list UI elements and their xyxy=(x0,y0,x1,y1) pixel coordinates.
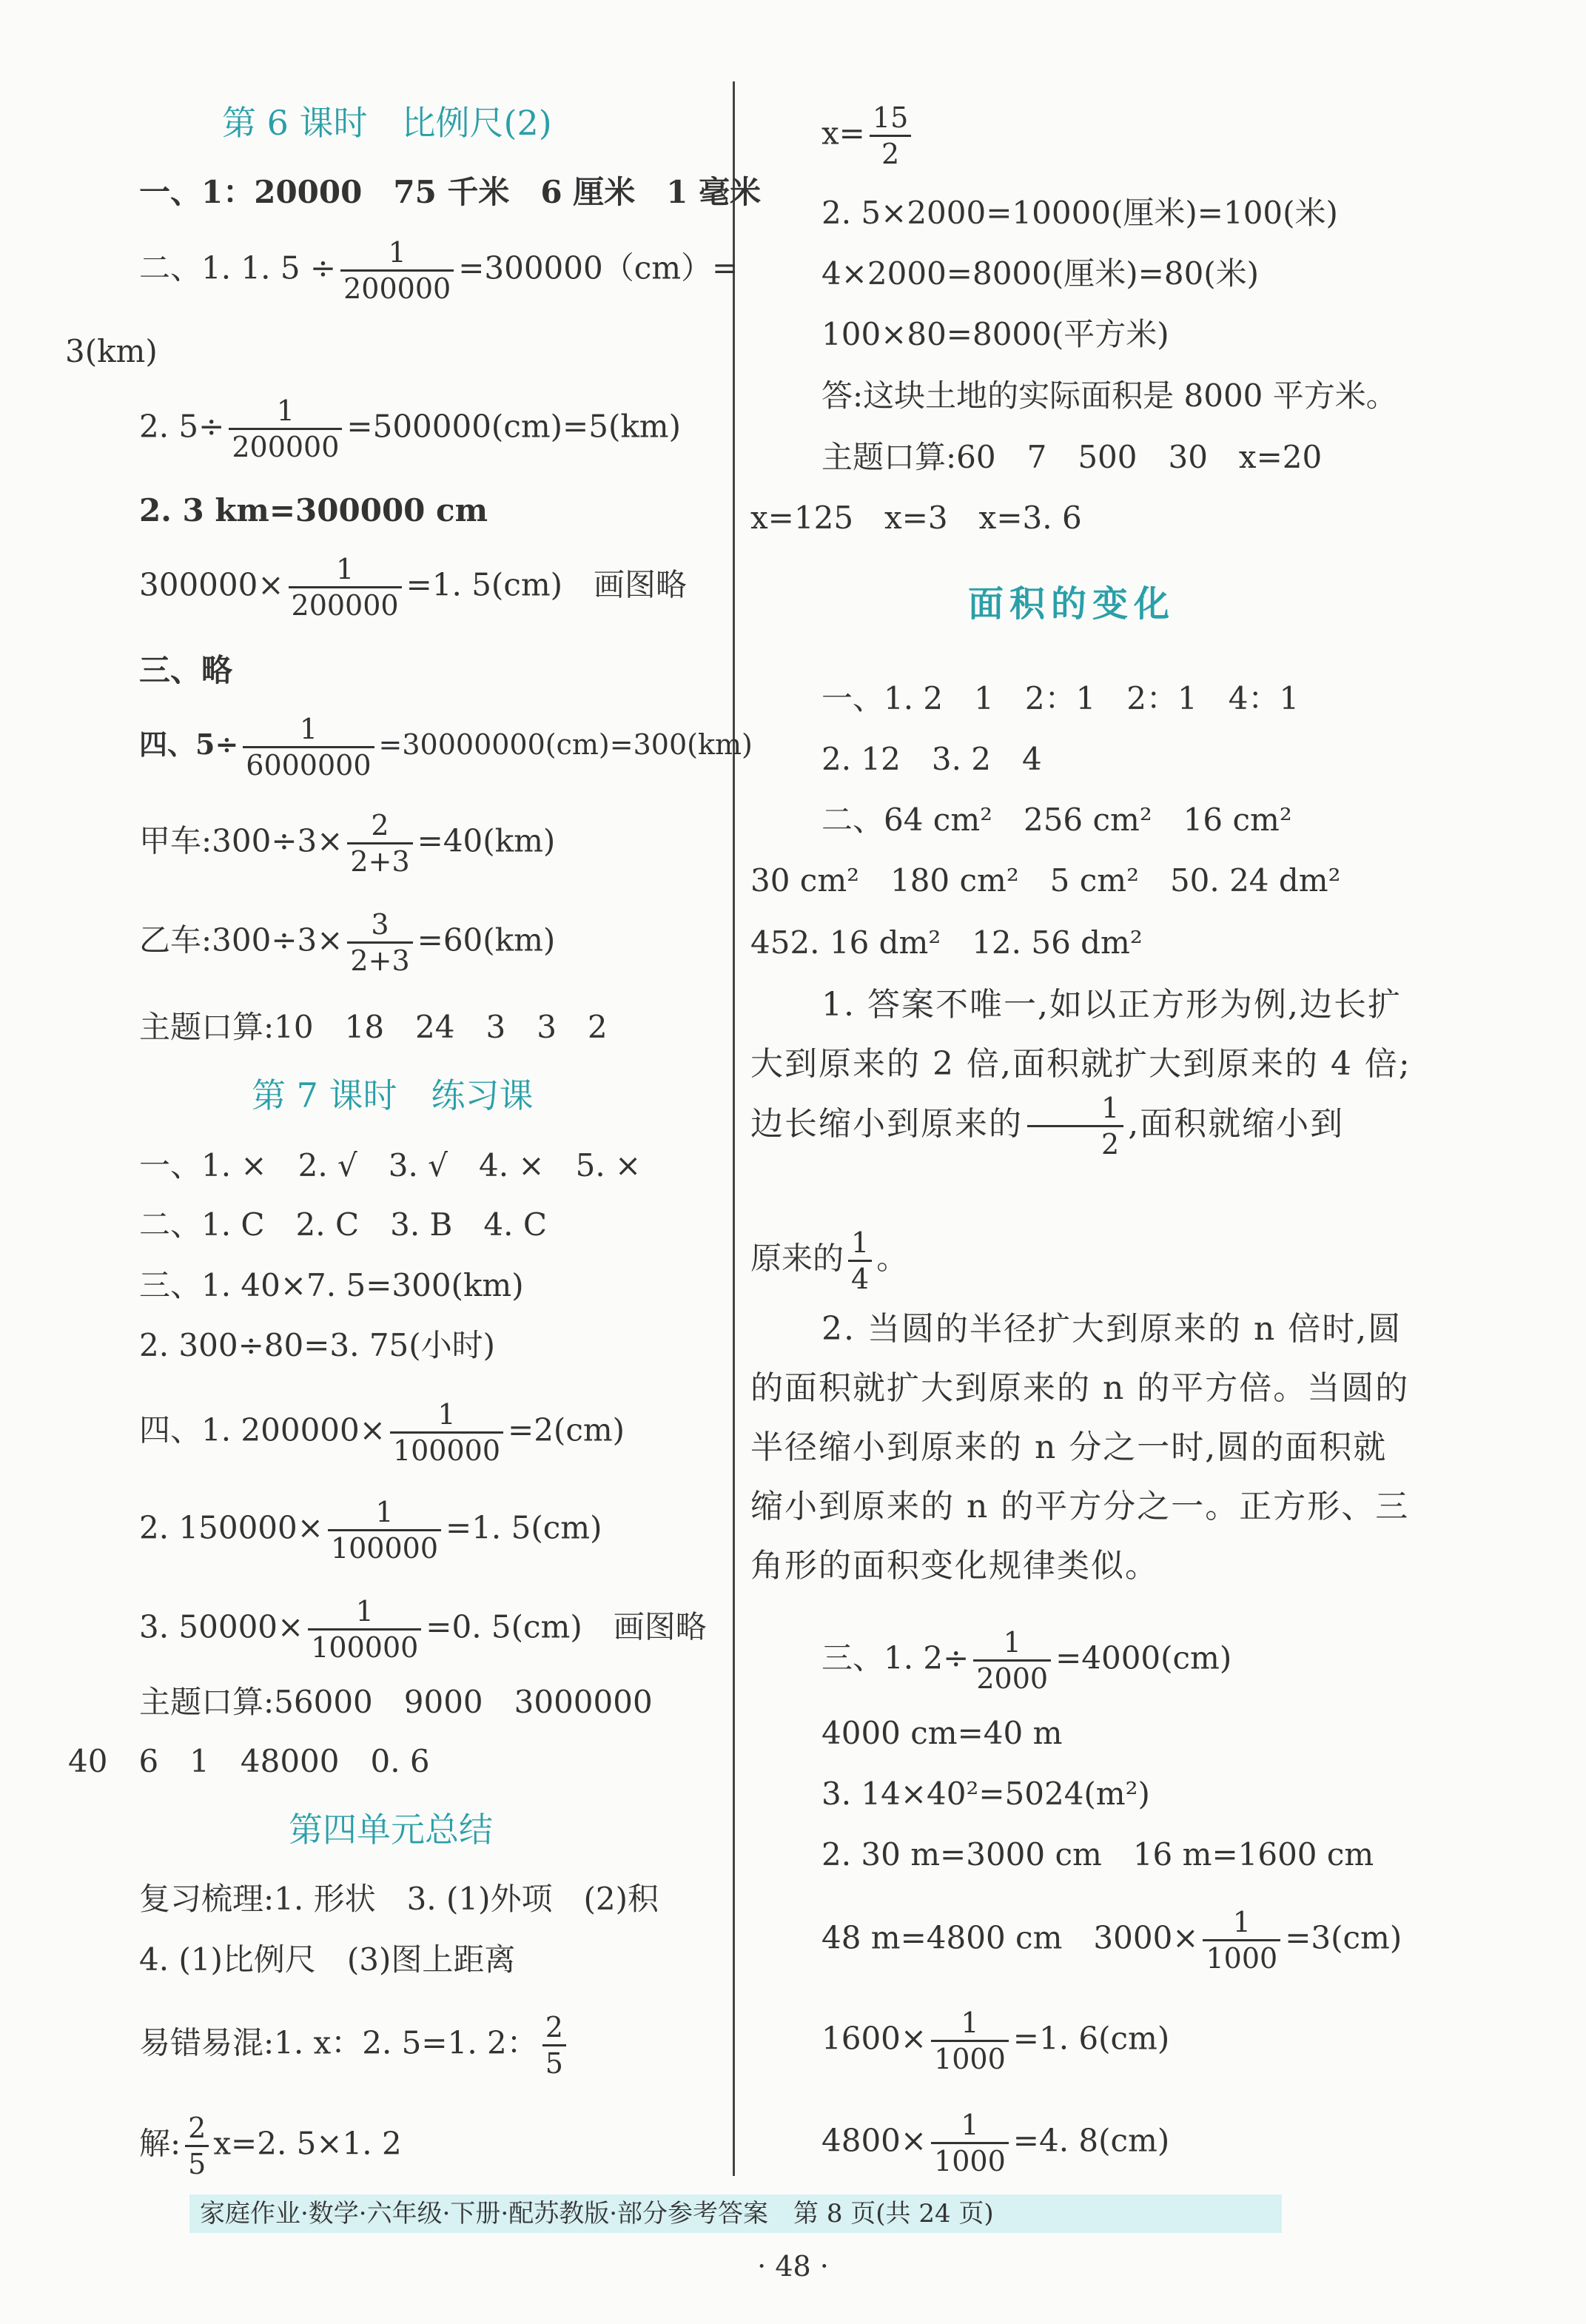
answer-line: 主题口算:56000 9000 3000000 xyxy=(139,1684,653,1720)
answer-line: 一、1：20000 75 千米 6 厘米 1 毫米 xyxy=(139,174,762,210)
answer-line: 4×2000=8000(厘米)=80(米) xyxy=(821,255,1260,292)
answer-line: 一、1. × 2. √ 3. √ 4. × 5. × xyxy=(139,1147,642,1183)
answer-line: 48 m=4800 cm 3000× $\frac{1}{1000}$ =3(cm) xyxy=(821,1906,1402,1975)
paragraph: 2. 当圆的半径扩大到原来的 n 倍时,圆的面积就扩大到原来的 n 的平方倍。当圆的半径缩小到原来的 n 分之一时,圆的面积就缩小到原来的 n 的平方分之一。正方形、三角形的面积变化规律类似。 xyxy=(750,1310,1410,1585)
fraction: $\frac{1}{200000}$ xyxy=(229,397,342,461)
fraction: $\frac{3}{2+3}$ xyxy=(347,910,412,975)
answer-line: 乙车:300÷3× $\frac{3}{2+3}$ =60(km) xyxy=(139,908,556,977)
answer-line: 2. 5÷ $\frac{1}{200000}$ =500000(cm)=5(km) xyxy=(139,394,682,463)
fraction: $\frac{1}{2000}$ xyxy=(973,1628,1051,1693)
footer-text: 家庭作业·数学·六年级·下册·配苏教版·部分参考答案 第 8 页(共 24 页) xyxy=(200,2199,994,2229)
fraction: $\frac{2}{5}$ xyxy=(542,2013,566,2078)
fraction: $\frac{2}{2+3}$ xyxy=(347,811,412,876)
answer-line: 一、1. 2 1 2：1 2：1 4：1 xyxy=(821,680,1300,716)
fraction: $\frac{1}{1000}$ xyxy=(931,2111,1009,2175)
answer-line: 二、64 cm² 256 cm² 16 cm² xyxy=(821,802,1292,838)
answer-line: 主题口算:60 7 500 30 x=20 xyxy=(821,439,1323,475)
fraction: $\frac{1}{4}$ xyxy=(848,1229,872,1293)
answer-line: 二、1. C 2. C 3. B 4. C xyxy=(139,1206,547,1243)
answer-line: 四、1. 200000× $\frac{1}{100000}$ =2(cm) xyxy=(139,1398,625,1467)
answer-line: 甲车:300÷3× $\frac{2}{2+3}$ =40(km) xyxy=(139,809,556,878)
answer-line: 3(km) xyxy=(65,333,158,369)
fraction: $\frac{1}{200000}$ xyxy=(289,555,402,619)
answer-line: 三、1. 2÷ $\frac{1}{2000}$ =4000(cm) xyxy=(821,1626,1232,1695)
fraction: $\frac{15}{2}$ xyxy=(870,104,911,168)
answer-line: 4. (1)比例尺 (3)图上距离 xyxy=(139,1941,516,1978)
answer-line: 2. 300÷80=3. 75(小时) xyxy=(139,1327,496,1363)
page-number: · 48 · xyxy=(757,2250,829,2283)
answer-line: 2. 5×2000=10000(厘米)=100(米) xyxy=(821,195,1338,231)
answer-line: 4000 cm=40 m xyxy=(821,1715,1063,1751)
answer-line: 452. 16 dm² 12. 56 dm² xyxy=(750,924,1143,961)
answer-line: 四、5÷ $\frac{1}{6000000}$ =30000000(cm)=300(km) xyxy=(139,713,753,782)
answer-line: 4800× $\frac{1}{1000}$ =4. 8(cm) xyxy=(821,2109,1170,2177)
section-heading: 第 6 课时 比例尺(2) xyxy=(222,103,552,143)
answer-line: 主题口算:10 18 24 3 3 2 xyxy=(139,1009,608,1045)
answer-line: 2. 150000× $\frac{1}{100000}$ =1. 5(cm) xyxy=(139,1496,602,1565)
answer-line: 2. 3 km=300000 cm xyxy=(139,492,488,528)
answer-line: 2. 12 3. 2 4 xyxy=(821,741,1042,777)
answer-line: 3. 14×40²=5024(m²) xyxy=(821,1776,1150,1812)
fraction: $\frac{1}{200000}$ xyxy=(340,238,454,303)
answer-line: 1600× $\frac{1}{1000}$ =1. 6(cm) xyxy=(821,2006,1170,2075)
answer-line: 2. 30 m=3000 cm 16 m=1600 cm xyxy=(821,1836,1374,1873)
fraction: $\frac{1}{1000}$ xyxy=(931,2009,1009,2073)
section-heading: 第 7 课时 练习课 xyxy=(252,1075,534,1115)
answer-line: 复习梳理:1. 形状 3. (1)外项 (2)积 xyxy=(139,1881,659,1917)
answer-line: 40 6 1 48000 0. 6 xyxy=(68,1743,430,1779)
column-divider xyxy=(733,81,735,2176)
paragraph: 1. 答案不唯一,如以正方形为例,边长扩大到原来的 2 倍,面积就扩大到原来的 4 倍;边长缩小到原来的 $\frac{1}{2}$ ,面积就缩小到 xyxy=(750,986,1411,1161)
answer-line: 3. 50000× $\frac{1}{100000}$ =0. 5(cm) 画图略 xyxy=(139,1595,707,1664)
answer-line: 三、略 xyxy=(139,652,233,688)
fraction: $\frac{1}{6000000}$ xyxy=(243,715,374,779)
answer-line: 答:这块土地的实际面积是 8000 平方米。 xyxy=(821,377,1397,414)
fraction: $\frac{2}{5}$ xyxy=(185,2114,209,2178)
answer-line: x=125 x=3 x=3. 6 xyxy=(750,500,1082,536)
fraction: $\frac{1}{1000}$ xyxy=(1203,1908,1280,1972)
answer-line: 30 cm² 180 cm² 5 cm² 50. 24 dm² xyxy=(750,862,1341,899)
answer-line: 三、1. 40×7. 5=300(km) xyxy=(139,1267,524,1303)
answer-line: x= $\frac{15}{2}$ xyxy=(821,104,915,168)
section-heading: 面积的变化 xyxy=(968,583,1176,625)
fraction: $\frac{1}{100000}$ xyxy=(328,1498,441,1562)
section-heading: 第四单元总结 xyxy=(289,1810,493,1850)
answer-line: 300000× $\frac{1}{200000}$ =1. 5(cm) 画图略 xyxy=(139,553,688,622)
answer-line: 解: $\frac{2}{5}$ x=2. 5×1. 2 xyxy=(139,2112,402,2180)
fraction: $\frac{1}{2}$ xyxy=(1027,1094,1123,1158)
answer-line: 易错易混:1. x：2. 5=1. 2： $\frac{2}{5}$ xyxy=(139,2013,571,2078)
answer-line: 二、1. 1. 5 ÷ $\frac{1}{200000}$ =300000（cm）= xyxy=(139,236,739,305)
fraction: $\frac{1}{100000}$ xyxy=(390,1400,503,1465)
answer-line: 100×80=8000(平方米) xyxy=(821,316,1169,352)
fraction: $\frac{1}{100000}$ xyxy=(308,1597,421,1662)
answer-line: 原来的 $\frac{1}{4}$ 。 xyxy=(750,1226,908,1295)
